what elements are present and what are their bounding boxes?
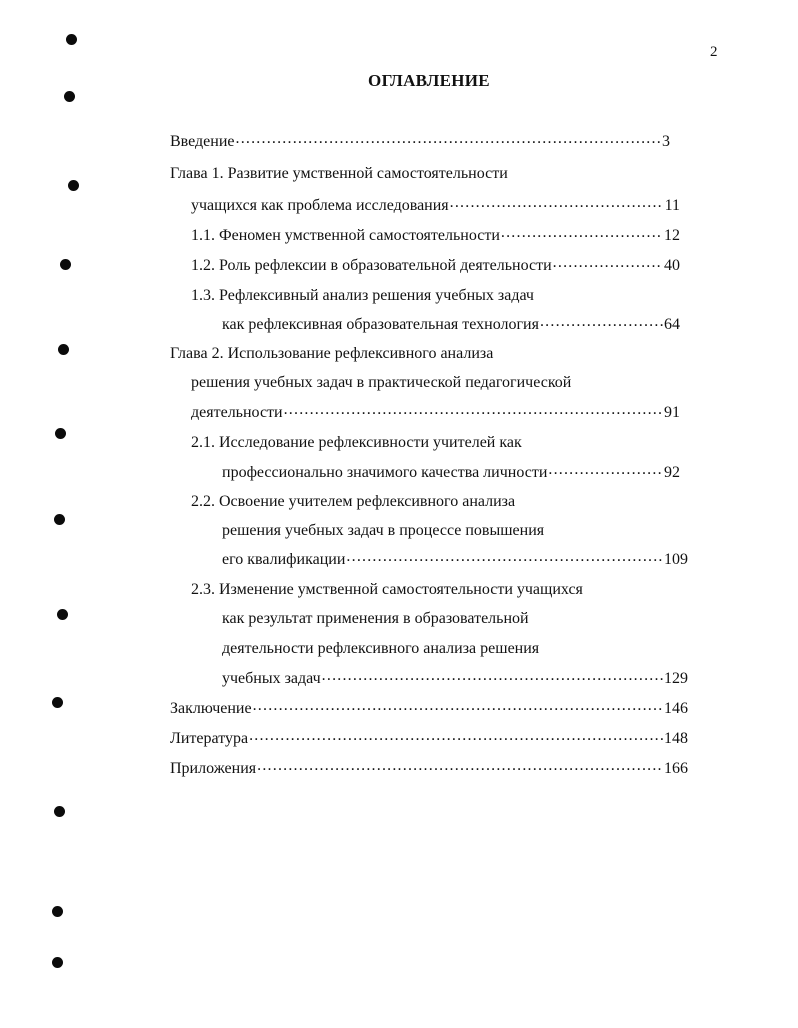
- punch-hole: [52, 697, 63, 708]
- toc-entry: [222, 519, 544, 541]
- punch-hole: [58, 344, 69, 355]
- toc-entry-text: как рефлексивная образовательная технология: [222, 316, 539, 333]
- toc-entry-page: 91: [664, 404, 680, 421]
- dot-leader: [322, 666, 663, 686]
- toc-entry: [222, 461, 680, 483]
- toc-entry-text: Введение: [170, 133, 235, 150]
- toc-entry-text: 2.1. Исследование рефлексивности учителей как: [191, 434, 522, 451]
- toc-entry-text: его квалификации: [222, 551, 346, 568]
- toc-entry: [191, 578, 583, 600]
- punch-hole: [52, 957, 63, 968]
- dot-leader: [501, 223, 663, 243]
- toc-entry-page: 40: [664, 257, 680, 274]
- toc-entry-text: решения учебных задач в процессе повышения: [222, 522, 545, 539]
- toc-entry-page: 146: [664, 700, 688, 717]
- toc-entry-text: учебных задач: [222, 670, 321, 687]
- dot-leader: [253, 696, 663, 716]
- punch-hole: [57, 609, 68, 620]
- toc-entry: [170, 757, 688, 779]
- toc-entry-page: 11: [664, 197, 680, 214]
- toc-entry-text: Глава 2. Использование рефлексивного анализа: [170, 345, 494, 362]
- toc-entry-text: 1.3. Рефлексивный анализ решения учебных задач: [191, 287, 534, 304]
- punch-hole: [55, 428, 66, 439]
- dot-leader: [284, 400, 663, 420]
- toc-entry-text: как результат применения в образовательной: [222, 610, 529, 627]
- toc-entry: [191, 254, 680, 276]
- page-number: 2: [710, 44, 718, 60]
- toc-entry: [222, 548, 688, 570]
- toc-entry-text: 2.3. Изменение умственной самостоятельности учащихся: [191, 581, 583, 598]
- toc-entry: [222, 607, 529, 629]
- punch-hole: [68, 180, 79, 191]
- punch-hole: [54, 806, 65, 817]
- toc-entry-text: Литература: [170, 730, 249, 747]
- toc-entry-page: 148: [664, 730, 688, 747]
- punch-hole: [60, 259, 71, 270]
- toc-entry-text: 1.1. Феномен умственной самостоятельности: [191, 227, 500, 244]
- toc-entry-text: деятельности: [191, 404, 283, 421]
- toc-entry-text: Глава 1. Развитие умственной самостоятельности: [170, 165, 508, 182]
- toc-entry-text: решения учебных задач в практической педагогической: [191, 374, 572, 391]
- toc-entry: [191, 284, 534, 306]
- dot-leader: [236, 129, 662, 149]
- punch-hole: [54, 514, 65, 525]
- toc-entry: [170, 130, 670, 152]
- toc-entry: [170, 727, 688, 749]
- toc-entry-page: 166: [664, 760, 688, 777]
- toc-entry: [170, 162, 508, 184]
- toc-entry-page: 92: [664, 464, 680, 481]
- punch-hole: [64, 91, 75, 102]
- toc-entry-text: Приложения: [170, 760, 257, 777]
- dot-leader: [553, 253, 663, 273]
- toc-entry: [191, 194, 680, 216]
- toc-entry-text: Заключение: [170, 700, 252, 717]
- toc-entry-text: профессионально значимого качества личности: [222, 464, 548, 481]
- dot-leader: [450, 193, 664, 213]
- toc-entry-page: 64: [664, 316, 680, 333]
- punch-hole: [66, 34, 77, 45]
- toc-entry-text: 1.2. Роль рефлексии в образовательной деятельности: [191, 257, 552, 274]
- toc-entry-text: деятельности рефлексивного анализа решения: [222, 640, 540, 657]
- toc-entry: [191, 401, 680, 423]
- dot-leader: [257, 756, 663, 776]
- toc-entry-page: 109: [664, 551, 688, 568]
- toc-entry: [222, 313, 680, 335]
- dot-leader: [548, 460, 663, 480]
- toc-entry: [222, 637, 539, 659]
- dot-leader: [346, 547, 663, 567]
- toc-entry: [170, 697, 688, 719]
- dot-leader: [249, 726, 663, 746]
- toc-entry-page: 3: [662, 133, 670, 150]
- toc-entry: [191, 490, 515, 512]
- toc-entry: [170, 342, 493, 364]
- toc-entry-text: 2.2. Освоение учителем рефлексивного анализа: [191, 493, 516, 510]
- toc-entry: [222, 667, 688, 689]
- toc-entry-text: учащихся как проблема исследования: [191, 197, 449, 214]
- page-title: ОГЛАВЛЕНИЕ: [368, 71, 490, 90]
- toc-entry-page: 12: [664, 227, 680, 244]
- toc-entry: [191, 431, 522, 453]
- toc-entry: [191, 371, 571, 393]
- punch-hole: [52, 906, 63, 917]
- toc-entry: [191, 224, 680, 246]
- toc-entry-page: 129: [664, 670, 688, 687]
- dot-leader: [540, 312, 663, 332]
